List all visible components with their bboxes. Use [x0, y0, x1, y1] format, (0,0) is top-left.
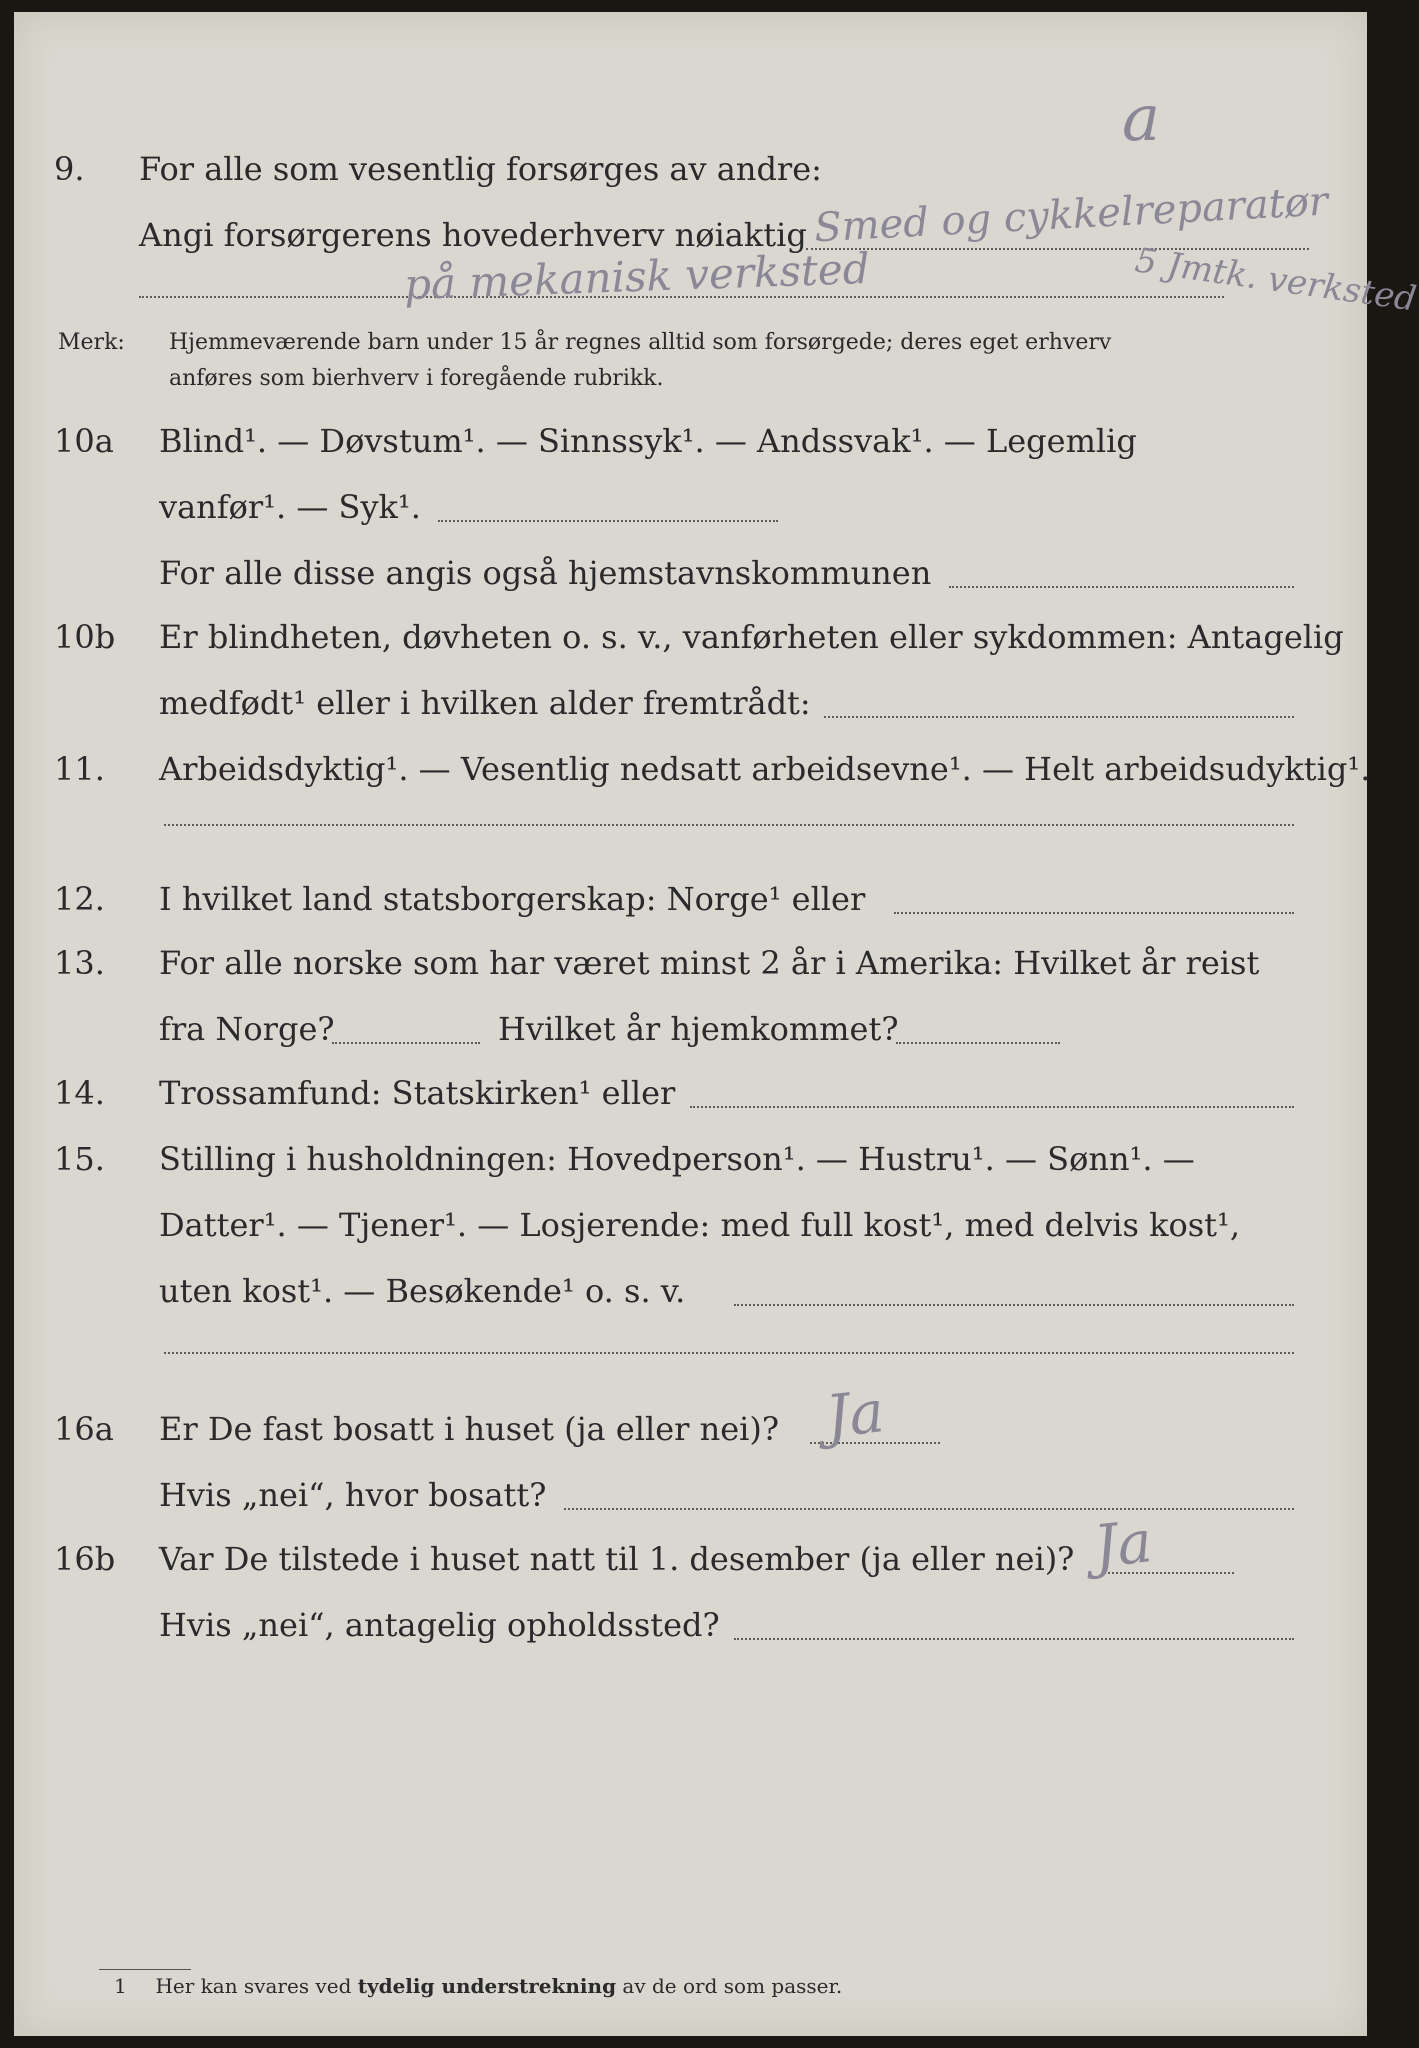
q12-text-1: I hvilket land statsborgerskap: Norge¹ eller	[159, 880, 866, 918]
q15-text-1: Stilling i husholdningen: Hovedperson¹. — Hustru¹. — Sønn¹. —	[159, 1140, 1195, 1178]
q9-text-1: For alle som vesentlig forsørges av andre:	[139, 150, 822, 188]
q10a-line3	[14, 548, 1367, 598]
q9-text-2: Angi forsørgerens hovederhverv nøiaktig	[139, 216, 807, 254]
q9-handwritten-margin-note: 5 Jmtk. verksted	[1132, 240, 1419, 320]
q9-handwritten-answer-2: på mekanisk verksted	[403, 243, 871, 310]
q15-line3	[14, 1266, 1367, 1316]
q13-return-dots	[896, 1042, 1060, 1044]
footnote-mark: 1	[114, 1974, 127, 1998]
q12-number: 12.	[54, 880, 105, 918]
q13-line1	[14, 938, 1367, 988]
footnote-rule	[99, 1969, 191, 1970]
q16b-handwritten-answer: Ja	[1090, 1507, 1156, 1581]
q10b-line1	[14, 612, 1367, 662]
q16b-text-1: Var De tilstede i huset natt til 1. desember (ja eller nei)?	[159, 1540, 1075, 1578]
q14-line1	[14, 1068, 1367, 1118]
q15-line2	[14, 1200, 1367, 1250]
merk-line2	[14, 354, 1367, 404]
q12-answer-dots	[894, 912, 1294, 914]
q13-line2	[14, 1004, 1367, 1054]
q14-answer-dots	[690, 1106, 1294, 1108]
corner-mark: a	[1122, 82, 1161, 156]
q16a-text-1: Er De fast bosatt i huset (ja eller nei)?	[159, 1410, 780, 1448]
q10b-line2	[14, 678, 1367, 728]
q16b-where-dots	[734, 1638, 1294, 1640]
q10b-text-1: Er blindheten, døvheten o. s. v., vanførheten eller sykdommen: Antagelig	[159, 618, 1344, 656]
q15-line1	[14, 1134, 1367, 1184]
q16a-line1	[14, 1404, 1367, 1454]
q10a-answer-dots-2	[949, 586, 1294, 588]
q15-text-3: uten kost¹. — Besøkende¹ o. s. v.	[159, 1272, 686, 1310]
q15-answer-dots-2	[164, 1352, 1294, 1354]
q13-departure-dots	[332, 1042, 480, 1044]
q10a-line2	[14, 482, 1367, 532]
q13-text-2b: Hvilket år hjemkommet?	[498, 1010, 899, 1048]
merk-label: Merk:	[58, 330, 125, 355]
q10a-text-2: vanfør¹. — Syk¹.	[159, 488, 421, 526]
merk-text-2: anføres som bierhverv i foregående rubrikk.	[169, 366, 664, 391]
census-form-page	[14, 12, 1419, 2036]
q16b-text-2: Hvis „nei“, antagelig opholdssted?	[159, 1606, 720, 1644]
q10a-line1	[14, 416, 1367, 466]
q10a-text-1: Blind¹. — Døvstum¹. — Sinnssyk¹. — Andssvak¹. — Legemlig	[159, 422, 1137, 460]
q10b-number: 10b	[54, 618, 116, 656]
q10a-answer-dots-1	[438, 520, 778, 522]
q16b-line2	[14, 1600, 1367, 1650]
q10b-text-2: medfødt¹ eller i hvilken alder fremtrådt:	[159, 684, 811, 722]
q16b-number: 16b	[54, 1540, 116, 1578]
q11-line1	[14, 744, 1371, 794]
merk-text-1: Hjemmeværende barn under 15 år regnes alltid som forsørgede; deres eget erhverv	[169, 330, 1112, 355]
q13-text-2a: fra Norge?	[159, 1010, 335, 1048]
q15-number: 15.	[54, 1140, 105, 1178]
footnote-text-c: av de ord som passer.	[622, 1974, 843, 1998]
q9-handwritten-answer-1: Smed og cykkelreparatør	[813, 178, 1330, 252]
q16a-line2	[14, 1470, 1367, 1520]
q14-text-1: Trossamfund: Statskirken¹ eller	[159, 1074, 676, 1112]
q10b-answer-dots	[824, 716, 1294, 718]
q13-text-1: For alle norske som har været minst 2 år i Amerika: Hvilket år reist	[159, 944, 1260, 982]
q12-line1	[14, 874, 1367, 924]
q9-number: 9.	[54, 150, 85, 188]
q14-number: 14.	[54, 1074, 105, 1112]
q10a-text-3: For alle disse angis også hjemstavnskommunen	[159, 554, 932, 592]
q16b-line1	[14, 1534, 1367, 1584]
footnote	[114, 1974, 842, 1998]
q13-number: 13.	[54, 944, 105, 982]
q11-number: 11.	[54, 750, 105, 788]
q16a-handwritten-answer: Ja	[822, 1377, 888, 1451]
q9-answer-dots-1	[806, 248, 1309, 250]
q10a-number: 10a	[54, 422, 114, 460]
q15-text-2: Datter¹. — Tjener¹. — Losjerende: med full kost¹, med delvis kost¹,	[159, 1206, 1241, 1244]
q16a-where-dots	[564, 1508, 1294, 1510]
q16a-number: 16a	[54, 1410, 114, 1448]
q15-answer-dots	[734, 1304, 1294, 1306]
q11-answer-dots	[164, 824, 1294, 826]
footnote-text-a: Her kan svares ved	[155, 1974, 352, 1998]
q16a-text-2: Hvis „nei“, hvor bosatt?	[159, 1476, 547, 1514]
q11-text-1: Arbeidsdyktig¹. — Vesentlig nedsatt arbeidsevne¹. — Helt arbeidsudyktig¹.	[159, 750, 1371, 788]
footnote-text-b: tydelig understrekning	[357, 1974, 617, 1998]
